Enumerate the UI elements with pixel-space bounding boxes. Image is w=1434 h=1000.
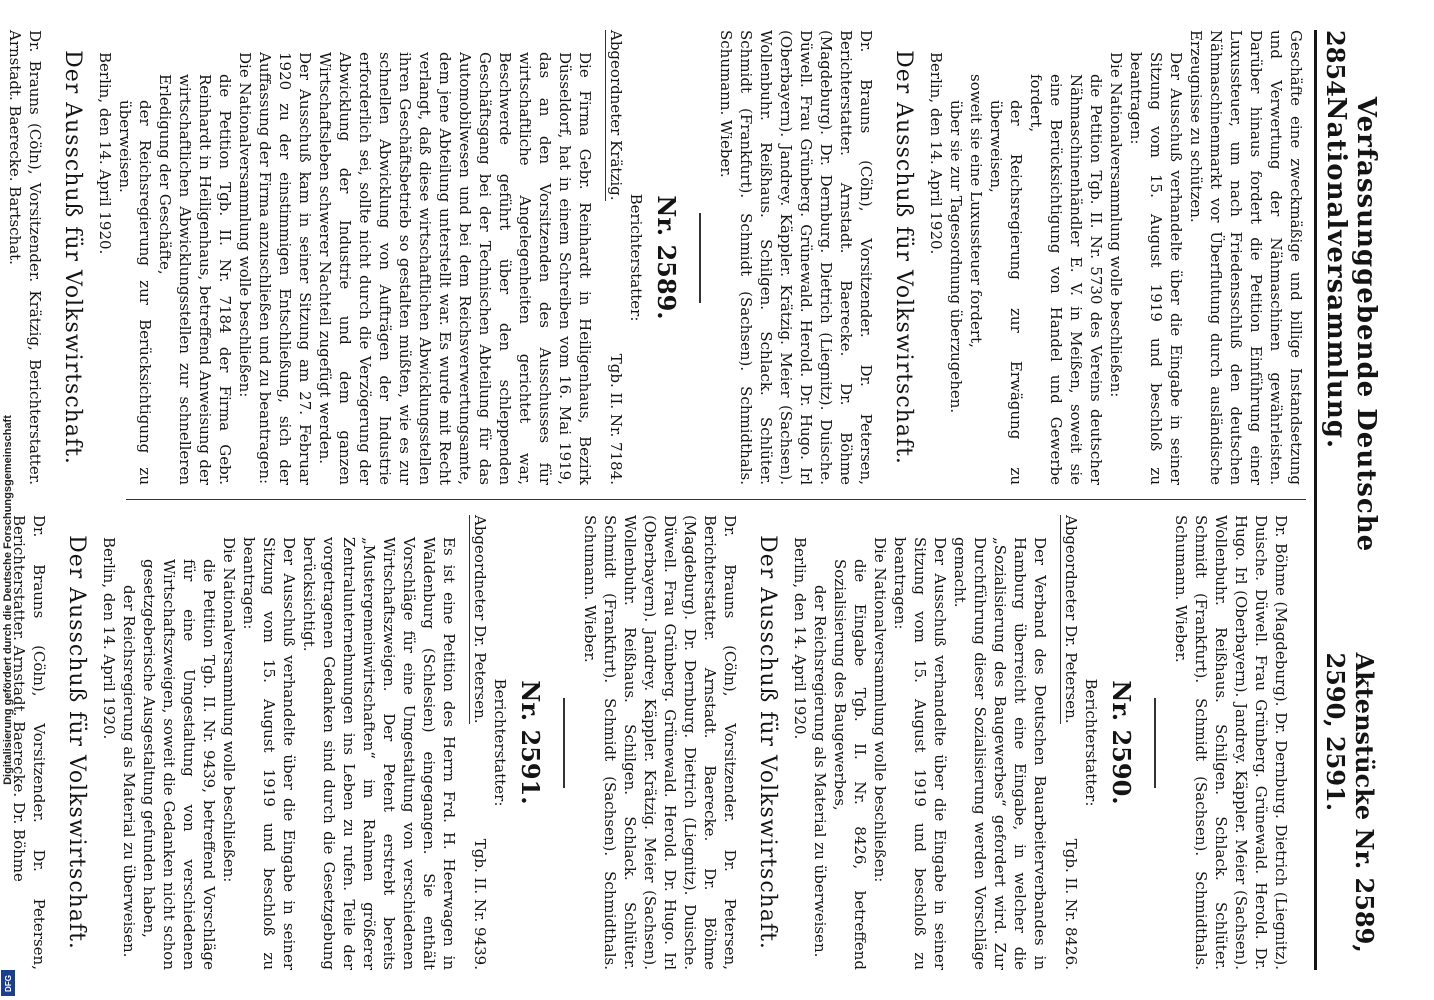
date-line: Berlin, den 14. April 1920. [791,537,809,740]
committee-name: Der Ausschuß für Volkswirtschaft. [755,535,780,950]
member-list: Dr. Böhme (Magdeburg). Dr. Dernburg. Dietrich (Liegnitz). Duische. Düwell. Frau Grünberg. Grünewald. Herold. Dr. Hugo. Irl (Oberbayern). Jandrey. Käppler. Meier (Sachsen). Wollenbuhr. Reißhaus. Schilgen. Schlack. Schlüter. Schmidt (Frankfurt). Schmidt (Sachsen). Schmidthals. Schumann. Wieber. [1172,515,1290,970]
decision-text: über sie zur Tagesordnung überzugehen. [947,100,965,414]
hearing-paragraph: Der Ausschuß verhandelte über die Eingabe in seiner Sitzung vom 15. August 1919 und beschloß zu beantragen: [1127,52,1185,485]
committee-name: Der Ausschuß für Volkswirtschaft. [891,50,916,465]
reference-line [469,515,490,970]
reporter-name: Abgeordneter Krätzig. [607,30,625,201]
journal-number: Tgb. II. Nr. 9439. [471,838,489,970]
right-column [10,515,1306,970]
decision-text: die Eingabe Tgb. II. Nr. 8426, betreffend Sozialisierung des Baugewerbes, [831,559,869,970]
reporter-name: Abgeordneter Dr. Petersen. [471,515,489,724]
section-rule [563,698,565,788]
page-title: Verfassunggebende Deutsche Nationalversammlung. [1321,96,1381,553]
motion-line: Die Nationalversammlung wolle beschließen: [1107,52,1125,398]
body-paragraph: Der Ausschuß kam in seiner Sitzung am 27. Februar 1920 zu der einstimmigen Entschließung, sich der Auffassung der Firma anzuschließen und zu beantragen: [256,52,314,485]
hearing-paragraph: Der Ausschuß verhandelte über die Eingabe in seiner Sitzung vom 15. August 1919 und beschloß zu beantragen: [240,537,298,970]
member-list: Dr. Brauns (Cöln), Vorsitzender. Krätzig, Berichterstatter. Arnstadt. Baerecke. Bartschat. [6,30,44,485]
intro-paragraph: Geschäfte eine zweckmäßige und billige Instandsetzung und Verwertung der Nähmaschinen gewährleisten. Darüber hinaus fordert die Petition Einführung einer Luxussteuer, um nach Friedensschluß den deutschen Nähmaschinenmarkt vor Überflutung durch ausländische Erzeugnisse zu schützen. [1187,30,1305,485]
reporter-label: Berichterstatter: [1082,678,1100,807]
left-column [6,30,1306,485]
date-line: Berlin, den 14. April 1920. [100,537,118,740]
document-numbers: Aktenstücke Nr. 2589, 2590, 2591. [1321,652,1379,953]
column-divider [126,499,1306,500]
committee-name: Der Ausschuß für Volkswirtschaft. [60,50,85,465]
motion-line: Die Nationalversammlung wolle beschließen: [220,537,238,883]
committee-name: Der Ausschuß für Volkswirtschaft. [64,535,89,950]
member-list: Dr. Brauns (Cöln), Vorsitzender. Dr. Petersen, Berichterstatter. Arnstadt. Baerecke. Dr. Böhme [10,515,48,970]
decision-text: die Petition Tgb. II. Nr. 5730 des Vereins deutscher Nähmaschinenhändler E. V. in Meißen, soweit sie eine Berücksichtigung von Handel und Gewerbe fordert, [1027,74,1105,485]
decision-text: die Petition Tgb. II. Nr. 9439, betreffend Vorschläge für eine Umgestaltung von verschiedenen Wirtschaftszweigen, soweit die Gedanken nicht schon gesetzgeberische Ausgestaltung gefunden haben, [140,559,218,970]
member-list: Dr. Brauns (Cöln), Vorsitzender. Dr. Petersen, Berichterstatter. Arnstadt. Baerecke. Dr. Böhme (Magdeburg). Dr. Dernburg. Dietrich (Liegnitz). Duische. Düwell. Frau Grünberg. Grünewald. Herold. Dr. Hugo. Irl (Oberbayern). Jandrey. Käppler. Krätzig. Meier (Sachsen). Wollenbuhr. Reißhaus. Schilgen. Schlack. Schlüter. Schmidt (Frankfurt). Schmidt (Sachsen). Schmidthals. Schumann. Wieber. [717,30,875,485]
document-heading: Nr. 2590. [1107,680,1136,805]
decision-text: der Reichsregierung als Material zu überweisen. [811,585,829,958]
page-number: 2854 [1321,30,1350,97]
decision-text: der Reichsregierung zur Berücksichtigung zu überweisen. [116,100,154,485]
reporter-label: Berichterstatter: [627,193,645,322]
journal-number: Tgb. II. Nr. 8426. [1062,838,1080,970]
journal-number: Tgb. II. Nr. 7184. [607,353,625,485]
date-line: Berlin, den 14. April 1920. [96,52,114,255]
credit-text: Digitalisierung gefördert durch die Deutsche Forschungsgemeinschaft [2,415,14,785]
dfg-logo: DFG [1,970,15,996]
motion-line: Die Nationalversammlung wolle beschließen: [236,52,254,398]
document-heading: Nr. 2591. [516,680,545,805]
member-list: Dr. Brauns (Cöln), Vorsitzender. Dr. Petersen, Berichterstatter. Arnstadt. Baerecke. Dr. Böhme (Magdeburg). Dr. Dernburg. Dietrich (Liegnitz). Duische. Düwell. Frau Grünberg. Grünewald. Herold. Dr. Hugo. Irl (Oberbayern). Jandrey. Käppler. Krätzig. Meier (Sachsen). Wollenbuhr. Reißhaus. Schilgen. Schlack. Schlüter. Schmidt (Frankfurt). Schmidt (Sachsen). Schmidthals. Schumann. Wieber. [581,515,739,970]
reporter-name: Abgeordneter Dr. Petersen. [1062,515,1080,724]
running-head [1314,30,1381,970]
document-heading: Nr. 2589. [652,195,681,320]
decision-text: der Reichsregierung als Material zu überweisen. [120,585,138,958]
section-rule [699,213,701,303]
section-rule [1154,698,1156,788]
decision-text: die Petition Tgb. II. Nr. 7184 der Firma Gebr. Reinhardt in Heiligenhaus, betreffend Anweisung der wirtschaftlichen Abwicklungsstellen zur schnelleren Erledigung der Geschäfte, [156,74,234,485]
reference-line [1060,515,1081,970]
reference-line [605,30,626,485]
date-line: Berlin, den 14. April 1920. [927,52,945,255]
hearing-paragraph: Der Ausschuß verhandelte über die Eingabe in seiner Sitzung vom 15. August 1919 und beschloß zu beantragen: [891,537,949,970]
motion-line: Die Nationalversammlung wolle beschließen: [871,537,889,883]
decision-text: soweit sie eine Luxussteuer fordert, [967,74,985,348]
reporter-label: Berichterstatter: [491,678,509,807]
decision-text: der Reichsregierung zur Erwägung zu überweisen, [987,100,1025,485]
body-paragraph: Der Verband des Deutschen Bauarbeiterverbandes in Hamburg überreicht eine Eingabe, in welcher die „Sozialisierung des Baugewerbes“ gefordert wird. Zur Durchführung dieser Sozialisierung werden Vorschläge gemacht. [951,537,1049,970]
body-paragraph: Es ist eine Petition des Herrn Frd. H. Heerwagen in Waldenburg (Schlesien) eingegangen. Sie enthält Vorschläge für eine Umgestaltung von verschiedenen Wirtschaftszweigen. Der Petent erstrebt bereits „Mustergemeinwirtschaften“ im Rahmen größerer Zentralunternehmungen ins Leben zu rufen. Teile der vorgetragenen Gedanken sind durch die Gesetzgebung berücksichtigt. [300,537,458,970]
body-paragraph: Die Firma Gebr. Reinhardt in Heiligenhaus, Bezirk Düsseldorf, hat in einem Schreiben vom 16. Mai 1919, das an den Vorsitzenden des Ausschusses für wirtschaftliche Angelegenheiten gerichtet war, Beschwerde geführt über den schleppenden Geschäftsgang bei der Technischen Abteilung für das Automobilwesen und bei dem Reichsverwertungsamte, dem jene Abteilung unterstellt war. Es wurde mit Recht verlangt, daß diese wirtschaftlichen Abwicklungsstellen ihren Geschäftsbetrieb so gestalten müßten, wie es zur schnellen Abwicklung von Aufträgen der Industrie erforderlich sei, sollte nicht durch die Verzögerung der Abwicklung der Industrie und dem ganzen Wirtschaftsleben schwerer Nachteil zugefügt werden. [316,52,594,485]
